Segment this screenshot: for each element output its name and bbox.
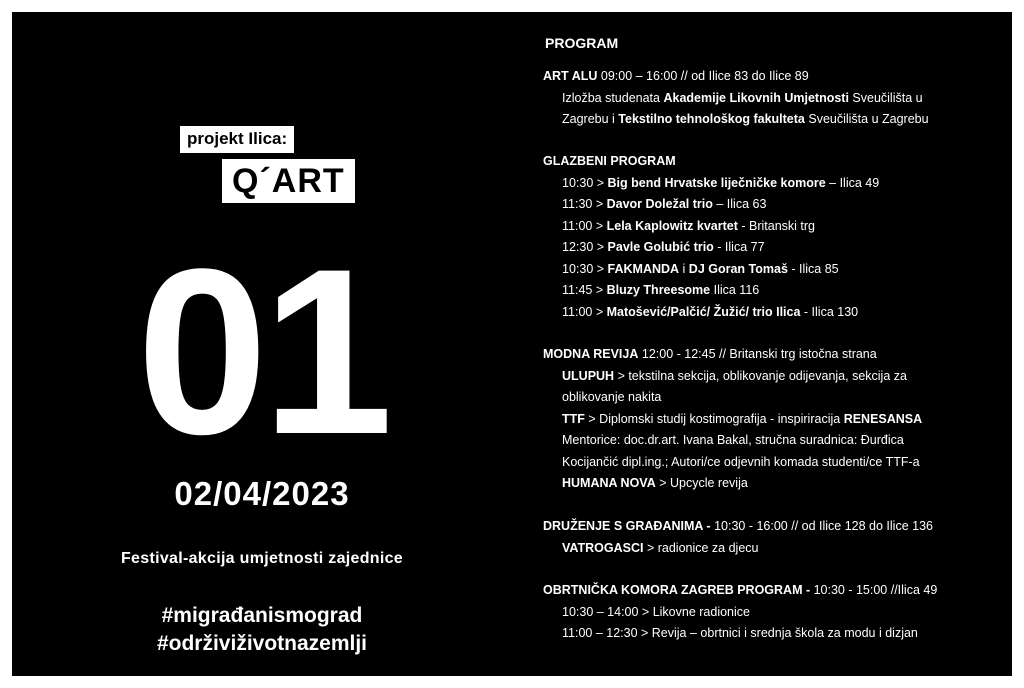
section-text [543,88,1003,110]
item-name: TTF [562,411,585,426]
list-item [543,194,1003,216]
item-time: 11:30 > [562,197,607,211]
section-time: 09:00 – 16:00 // od Ilice 83 do Ilice 89 [597,69,809,83]
item-time: 11:45 > [562,283,607,297]
item-name: Lela Kaplowitz kvartet [606,218,738,233]
item-place: – Ilica 63 [712,197,767,211]
list-item [543,259,1003,281]
item-place: - Ilica 85 [787,261,839,276]
section-header [543,344,1003,366]
item-time: 11:00 > [562,304,607,319]
program-title: PROGRAM [545,35,619,51]
qart-logo: Q´ART [222,159,355,203]
item-name: FAKMANDA [607,261,680,276]
item-conjunction: i [679,261,689,276]
item-name: Matošević/Palčić/ Žužić/ trio Ilica [606,304,801,319]
section-crafts-chamber [543,580,1003,645]
item-time: 12:30 > [562,240,608,254]
section-heading: OBRTNIČKA KOMORA ZAGREB PROGRAM - [543,583,814,597]
section-heading: ART ALU [543,69,598,83]
section-heading: MODNA REVIJA [543,347,639,361]
section-art-alu [543,66,1003,131]
section-header [543,580,1003,602]
item-text: oblikovanje nakita [562,390,662,404]
poster [12,12,1012,676]
edition-number: 01 [136,220,388,484]
section-time: 10:30 - 15:00 //Ilica 49 [813,583,938,597]
list-item [543,473,1003,495]
list-item [543,237,1003,259]
item-text: > Diplomski studij kostimografija - inspiriracija [584,411,844,426]
list-item [543,173,1003,195]
item-time: 11:00 > [562,218,607,233]
item-name: Bluzy Threesome [606,283,711,297]
festival-tagline: Festival-akcija umjetnosti zajednice [120,550,403,567]
list-item [543,409,1003,431]
item-name: Pavle Golubić trio [607,240,714,254]
list-item [543,280,1003,302]
item-place: - Ilica 77 [713,240,765,254]
list-item: 11:00 – 12:30 > Revija – obrtnici i srednja škola za modu i dizjan [562,626,918,640]
section-fashion [543,344,1003,495]
hashtag: #migrađanismograd [161,604,363,627]
item-time: 10:30 > [562,261,608,276]
item-text: > tekstilna sekcija, oblikovanje odijevanja, sekcija za [614,368,907,383]
item-name: DJ Goran Tomaš [688,261,788,276]
hashtag: #održiviživotnazemlji [156,632,368,655]
item-place: Ilica 116 [710,283,760,297]
list-item [543,302,1003,324]
section-socializing [543,516,1003,559]
section-place: od Ilice 128 do Ilice 136 [801,519,933,533]
list-item [543,538,1003,560]
text: Sveučilišta u Zagrebu [804,112,929,126]
text-bold: Tekstilno tehnološkog fakulteta [618,112,805,126]
project-badge: projekt Ilica: [180,126,294,153]
section-heading: GLAZBENI PROGRAM [543,154,676,168]
list-item: 10:30 – 14:00 > Likovne radionice [562,604,750,619]
section-music [543,151,1003,323]
item-name: HUMANA NOVA [562,476,656,490]
text: Izložba studenata [562,90,664,105]
item-time: 10:30 > [562,175,608,190]
item-name: VATROGASCI [562,540,644,555]
item-name: Big bend Hrvatske liječničke komore [607,175,826,190]
text-bold: Akademije Likovnih Umjetnosti [663,90,849,105]
item-name: ULUPUH [562,368,615,383]
item-name: RENESANSA [843,411,923,426]
event-date: 02/04/2023 [174,475,350,512]
list-item [543,366,1003,388]
section-heading: DRUŽENJE S GRAĐANIMA - [543,519,715,533]
item-name: Davor Doležal trio [606,197,713,211]
text: Zagrebu i [562,112,619,126]
section-text [543,109,1003,131]
item-text: > Upcycle revija [655,476,748,490]
hashtags [132,602,392,658]
section-header [543,516,1003,538]
section-header [543,66,1003,88]
item-place: - Ilica 130 [800,304,859,319]
section-time: 12:00 - 12:45 // Britanski trg istočna strana [638,347,877,361]
list-item [543,216,1003,238]
text: Sveučilišta u [848,90,923,105]
item-text: Mentorice: doc.dr.art. Ivana Bakal, stručna suradnica: Đurđica [562,433,904,447]
item-text: > radionice za djecu [643,540,759,555]
item-place: - Britanski trg [737,218,816,233]
item-place: – Ilica 49 [825,175,880,190]
item-text: Kocijančić dipl.ing.; Autori/ce odjevnih komada studenti/ce TTF-a [562,454,920,469]
section-time: 10:30 - 16:00 // [714,519,802,533]
